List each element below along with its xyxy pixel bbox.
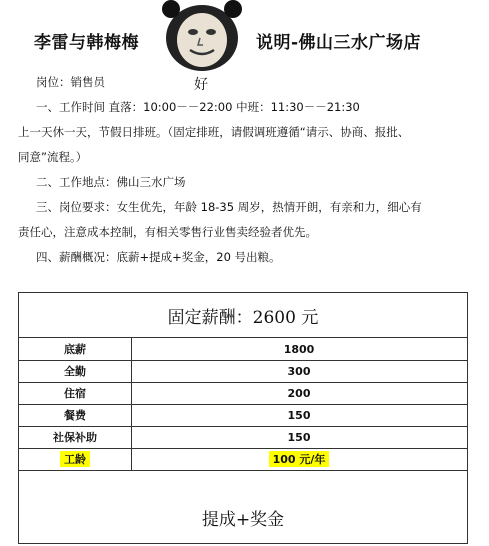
table-row (19, 338, 467, 361)
table-row (19, 448, 467, 471)
row-value: 300 (287, 364, 311, 378)
row-label: 底薪 (19, 338, 132, 360)
table-row (19, 426, 467, 449)
page-title-right: 说明-佛山三水广场店 (256, 33, 422, 53)
row-label: 社保补助 (19, 426, 132, 448)
salary-table (18, 292, 468, 544)
row-value: 200 (287, 386, 311, 400)
row-value: 150 (287, 430, 311, 444)
schedule-text: 上一天休一天，节假日排班。（固定排班，请假调班遵循“请示、协商、报批、 (18, 125, 410, 139)
row-value: 1800 (283, 342, 315, 356)
work-time-text: 一、工作时间 直落：10:00－－22:00 中班：11:30－－21:30 (36, 100, 360, 114)
schedule-text-cont: 同意”流程。） (18, 150, 88, 164)
requirements-text: 三、岗位要求：女生优先，年龄 18-35 周岁，热情开朗，有亲和力，细心有 (36, 200, 422, 214)
table-row (19, 404, 467, 427)
meme-caption: 好 (194, 77, 208, 93)
salary-overview-text: 四、薪酬概况：底薪+提成+奖金，20 号出粮。 (36, 250, 281, 264)
row-label (19, 448, 132, 470)
requirements-text-cont: 责任心，注意成本控制，有相关零售行业售卖经验者优先。 (18, 225, 317, 239)
row-value: 150 (287, 408, 311, 422)
row-label: 餐费 (19, 404, 132, 426)
row-label: 住宿 (19, 382, 132, 404)
row-label: 全勤 (19, 360, 132, 382)
highlighted-label: 工龄 (60, 451, 90, 467)
panda-face-icon (162, 0, 242, 72)
panda-meme-sticker (152, 0, 252, 96)
table-row (19, 382, 467, 405)
row-value (131, 448, 467, 470)
table-row (19, 360, 467, 383)
highlighted-value: 100 元/年 (269, 451, 330, 467)
position-text: 岗位：销售员 (36, 75, 105, 89)
work-location-text: 二、工作地点：佛山三水广场 (36, 175, 186, 189)
page-title-left: 李雷与韩梅梅 (34, 33, 139, 53)
salary-table-header: 固定薪酬：2600 元 (19, 293, 467, 338)
salary-table-footer: 提成+奖金 (201, 510, 285, 530)
